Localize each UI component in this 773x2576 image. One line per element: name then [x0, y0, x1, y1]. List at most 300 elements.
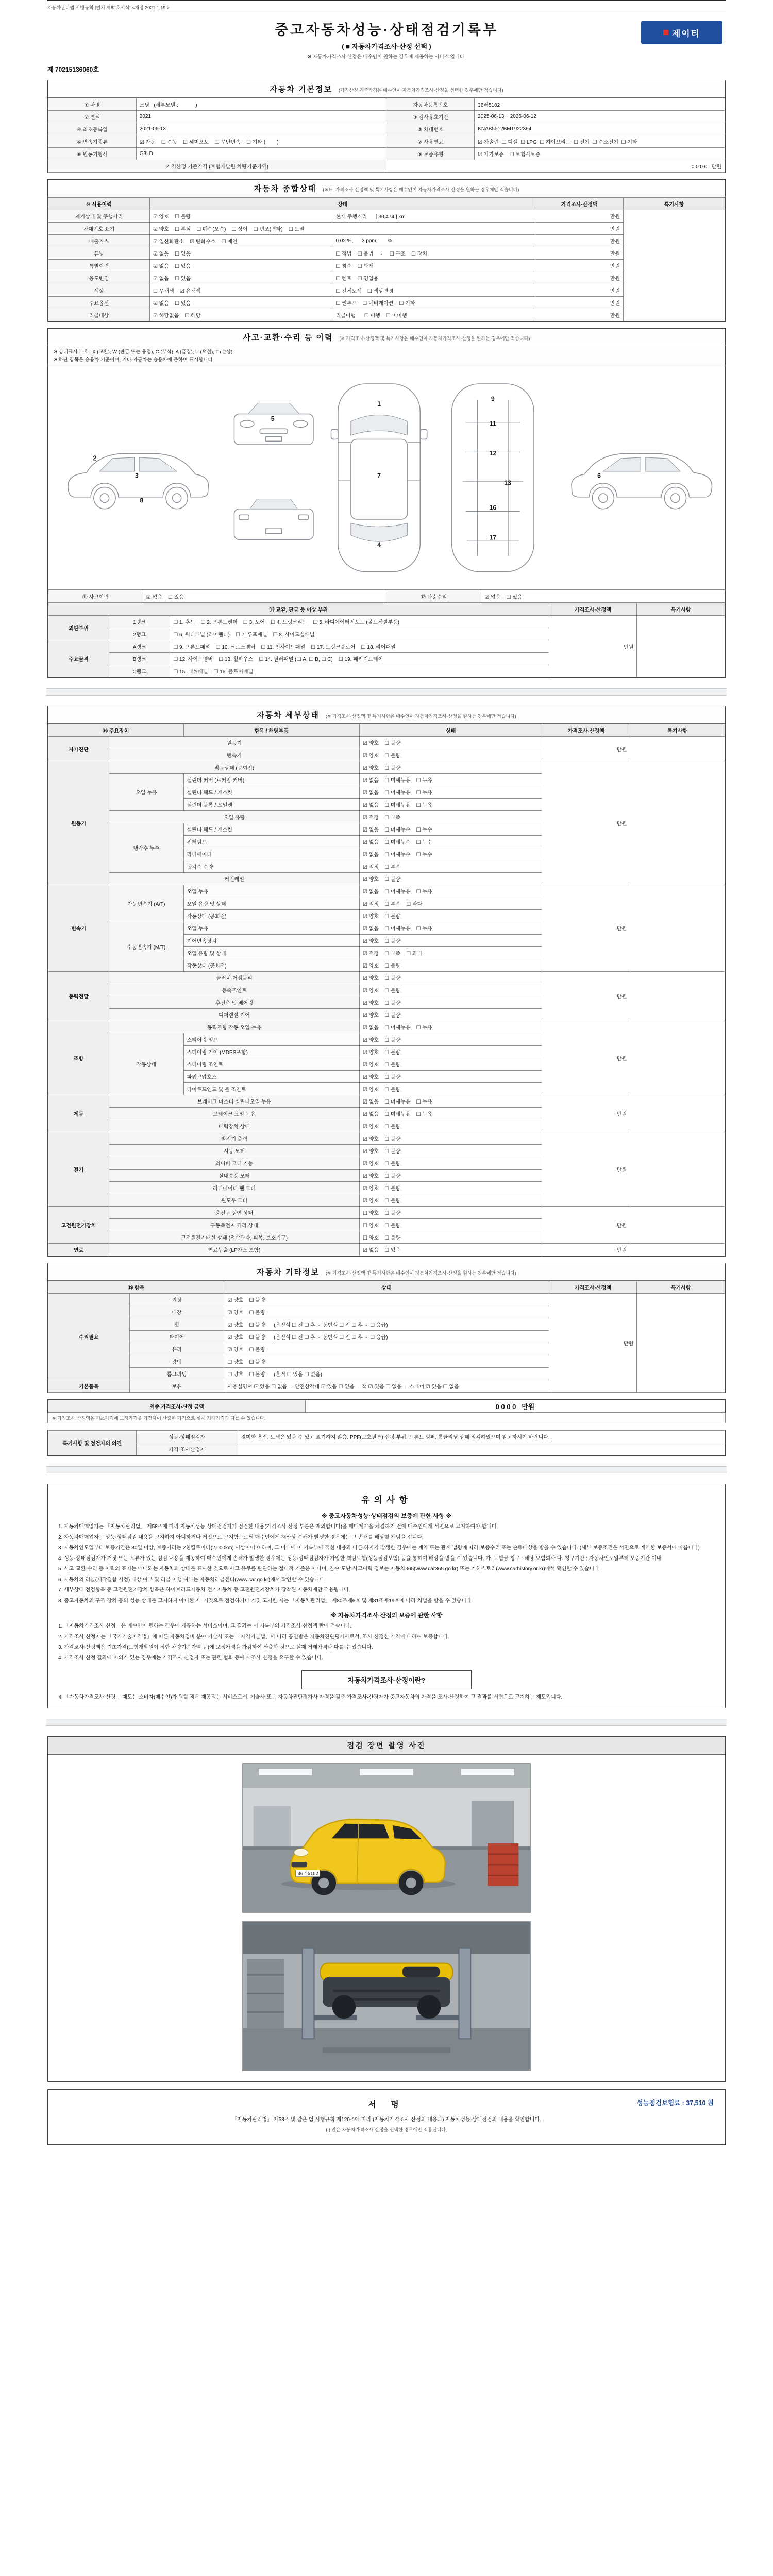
- car-side-left-view: [68, 454, 209, 509]
- table-cell: 추진축 및 베어링: [109, 996, 360, 1009]
- table-cell: 배력장치 상태: [109, 1120, 360, 1132]
- inspector-opinion-value: 경미한 흠집, 도색은 있을 수 있고 표기하지 않음. PPF(보호필름) 랩핑 부위, 프론트 범퍼, 룸클리닝 상태 점검하였으며 참고하시기 바랍니다.: [238, 1431, 725, 1443]
- document-subtitle: ( ■ 자동차가격조사·산정 선택 ): [342, 43, 431, 50]
- checkbox-cell[interactable]: ☑ 없음 ☐ 있음: [149, 272, 332, 284]
- model-year-value: 2021: [136, 111, 386, 123]
- checkbox-cell[interactable]: ☑ 적정 ☐ 부족 ☐ 과다: [359, 897, 542, 910]
- checkbox-cell[interactable]: ☐ 전체도색 ☐ 색상변경: [332, 284, 535, 297]
- checkbox-cell[interactable]: ☑ 양호 ☐ 불량: [149, 210, 332, 223]
- transmission-checkboxes[interactable]: ☑ 자동 ☐ 수동 ☐ 세미오토 ☐ 무단변속 ☐ 기타 ( ): [136, 135, 386, 148]
- opinions-table: [48, 1430, 725, 1455]
- final-price-note: ※ 가격조사·산정액은 기초가격에 보정가격을 가감하여 산출한 가격으로 실제 거래가격과 다를 수 있습니다.: [47, 1413, 726, 1423]
- table-cell: 휠: [129, 1318, 224, 1331]
- signature-title: 서 명: [368, 2100, 405, 2110]
- checkbox-cell[interactable]: ☑ 없음 ☐ 미세누유 ☐ 누유: [359, 1021, 542, 1033]
- document-subnote: ※ 자동차가격조사·산정은 매수인이 원하는 경우에 제공하는 서비스 입니다.: [307, 54, 466, 60]
- section-head-detailed: [48, 706, 725, 724]
- checkbox-cell[interactable]: ☑ 양호 ☐ 불량: [359, 761, 542, 774]
- signature-legal-note: ( ) 안은 자동차가격조사·산정을 선택한 경우에만 적용됩니다.: [326, 2127, 447, 2133]
- car-panel-number: 4: [377, 541, 381, 549]
- checkbox-cell[interactable]: ☑ 양호 ☐ 불량: [359, 984, 542, 996]
- section-comprehensive: [47, 179, 726, 322]
- table-cell: 커먼레일: [109, 873, 360, 885]
- table-cell: 특기사항 및 점검자의 의견: [48, 1431, 137, 1455]
- table-cell: 와이퍼 모터 기능: [109, 1157, 360, 1170]
- page-divider: [46, 1719, 727, 1726]
- table-cell: 라디에이터: [183, 848, 359, 860]
- logo-text: 제이티: [671, 28, 701, 39]
- table-cell: 가격조사·산정액: [542, 724, 630, 737]
- table-cell: 항목 / 해당부품: [183, 724, 359, 737]
- checkbox-cell[interactable]: ☑ 양호 ☐ 불량: [359, 1194, 542, 1207]
- table-cell: 스티어링 조인트: [183, 1058, 359, 1071]
- checkbox-cell[interactable]: ☑ 없음 ☐ 미세누수 ☐ 누수: [359, 848, 542, 860]
- checkbox-cell[interactable]: ☑ 없음 ☐ 미세누유 ☐ 누유: [359, 774, 542, 786]
- insurance-premium-label: 성능점검보험료 :: [636, 2099, 684, 2107]
- legend-symbols: ※ 상태표시 부호 : X (교환), W (판금 또는 용접), C (부식), A (흠집), U (요철), T (손상): [53, 349, 233, 355]
- checkbox-cell[interactable]: ☑ 없음 ☐ 미세누유 ☐ 누유: [359, 1095, 542, 1108]
- table-cell: 만원: [535, 247, 624, 260]
- table-cell: ⑩ 사용이력: [48, 198, 150, 210]
- page-divider: [46, 688, 727, 696]
- notice-item: 1. 자동차매매업자는 「자동차관리법」 제58조에 따라 자동차성능·상태점검자가 점검한 내용(가격조사·산정 부분은 제외합니다)을 매매계약을 체결하기 전에 매수인에게 서면으로 고지하여야 합니다.: [58, 1524, 498, 1530]
- car-panel-number: 3: [135, 472, 139, 480]
- checkbox-cell[interactable]: ☑ 일산화탄소 ☑ 탄화수소 ☐ 매연: [149, 235, 332, 247]
- checkbox-cell[interactable]: ☐ 양호 ☐ 불량: [359, 1207, 542, 1219]
- table-cell: 만원: [535, 297, 624, 309]
- inspection-photo-front: [242, 1763, 531, 1913]
- table-cell: 최종 가격조사·산정 금액: [48, 1400, 306, 1413]
- checkbox-cell[interactable]: ☑ 적정 ☐ 부족: [359, 860, 542, 873]
- checkbox-cell[interactable]: ☑ 없음 ☐ 미세누유 ☐ 누유: [359, 799, 542, 811]
- table-cell: 작동상태 (공회전): [109, 761, 360, 774]
- table-cell: [630, 1021, 725, 1095]
- table-cell: 특기사항: [637, 603, 725, 616]
- table-cell: 차대번호 표기: [48, 223, 150, 235]
- table-cell: [630, 737, 725, 761]
- table-cell: 외장: [129, 1294, 224, 1306]
- table-cell: 변속기: [48, 885, 109, 972]
- company-logo: [641, 21, 722, 44]
- checkbox-cell[interactable]: ☑ 양호 ☐ 불량: [359, 1046, 542, 1058]
- notice-item: 3. 자동차인도일부터 보증기간은 30일 이상, 보증거리는 2천킬로미터(2,000km) 이상이어야 하며, 그 이내에 이 기록부에 적힌 내용과 다른 하자가 발생한 경우에는 계약 또는 관계 법령에 따라 보증수리 또는 손해배상을 받을 수 있습니다. (세부 보증조건은 서면으로 계약한 보증서에 따릅니다): [58, 1545, 700, 1551]
- misc-info-table: [48, 1281, 725, 1393]
- table-cell: 특기사항: [637, 1281, 725, 1294]
- section-head-comprehensive: [48, 180, 725, 197]
- table-cell: 오일 누유: [183, 922, 359, 935]
- car-underbody-view: [452, 384, 534, 572]
- table-cell: 만원: [535, 272, 624, 284]
- section-title-comprehensive: 자동차 종합상태: [254, 184, 317, 193]
- basic-info-table: [48, 98, 725, 173]
- notices-section-b-title: ※ 자동차가격조사·산정의 보증에 관한 사항: [330, 1613, 443, 1619]
- checkbox-cell[interactable]: ☑ 양호 ☐ 불량: [224, 1343, 549, 1355]
- legend-note: ※ 하단 항목은 승용차 기준이며, 기타 자동차는 승용차에 준하여 표시합니다.: [53, 357, 214, 363]
- checkbox-cell[interactable]: ☐ 썬루프 ☐ 네비게이션 ☐ 기타: [332, 297, 535, 309]
- table-cell: 연료누출 (LP가스 포함): [109, 1244, 360, 1256]
- table-cell: ④ 최초등록일: [48, 123, 137, 135]
- table-cell: 실린더 헤드 / 개스킷: [183, 786, 359, 799]
- table-cell: 구동축전지 격리 상태: [109, 1219, 360, 1231]
- car-diagram-svg: [55, 371, 718, 584]
- car-panel-number: 6: [597, 472, 601, 480]
- car-rear-view: [234, 499, 313, 540]
- checkbox-cell[interactable]: ☐ 렌트 ☐ 영업용: [332, 272, 535, 284]
- section-head-accident: [48, 329, 725, 346]
- table-cell: [630, 761, 725, 885]
- notice-item: 8. 중고자동차의 구조·장치 등의 성능·상태를 고지하지 아니한 자, 거짓으로 점검하거나 거짓 고지한 자는 「자동차관리법」 제80조제6호 및 제81조제19호에 따라 처벌을 받을 수 있습니다.: [58, 1598, 473, 1604]
- table-cell: 브레이크 마스터 실린더오일 누유: [109, 1095, 360, 1108]
- checkbox-cell[interactable]: ☑ 양호 ☐ 불량: [359, 749, 542, 761]
- table-cell: 리콜대상: [48, 309, 150, 321]
- section-title-detailed: 자동차 세부상태: [257, 711, 320, 720]
- table-cell: 클러치 어셈블리: [109, 972, 360, 984]
- table-cell: 제동: [48, 1095, 109, 1132]
- checkbox-cell[interactable]: ☐ 15. 대쉬패널 ☐ 16. 플로어패널: [170, 665, 549, 677]
- mileage-value: 현재 주행거리 [ 30,474 ] km: [332, 210, 535, 223]
- table-cell: ② 연식: [48, 111, 137, 123]
- notice-item: 5. 사고·교환·수리 등 이력의 표기는 매매되는 자동차의 상태를 표시한 것으로 사고 유무를 판단하는 절대적 기준은 아니며, 침수·도난·사고이력 정보는 자동차365(www.car365.go.kr) 또는 카히스토리(www.carhistory.or.kr)에서 확인할 수 있습니다.: [58, 1566, 601, 1572]
- table-cell: 계기상태 및 주행거리: [48, 210, 150, 223]
- section-photos: [47, 1736, 726, 2082]
- inspection-photo-lift: [242, 1921, 531, 2071]
- table-cell: 작동상태: [109, 1033, 183, 1095]
- table-cell: 만원: [535, 210, 624, 223]
- checkbox-cell[interactable]: ☑ 양호 ☐ 불량: [359, 1033, 542, 1046]
- car-panel-number: 16: [489, 504, 497, 512]
- checkbox-cell[interactable]: ☑ 양호 ☐ 불량: [359, 1170, 542, 1182]
- notices-list-b: [58, 1622, 715, 1662]
- checkbox-cell[interactable]: ☑ 양호 ☐ 부식 ☐ 훼손(오손) ☐ 상이 ☐ 변조(변타) ☐ 도말: [149, 223, 535, 235]
- table-cell: 오일 유량 및 상태: [183, 897, 359, 910]
- photos-title: 점검 장면 촬영 사진: [48, 1737, 725, 1755]
- table-cell: 상태: [149, 198, 535, 210]
- table-cell: 시동 모터: [109, 1145, 360, 1157]
- table-cell: 배출가스: [48, 235, 150, 247]
- table-cell: 충전구 절연 상태: [109, 1207, 360, 1219]
- checkbox-cell[interactable]: ☑ 양호 ☐ 불량: [359, 1009, 542, 1021]
- checkbox-cell[interactable]: ☐ 양호 ☐ 불량: [359, 1231, 542, 1244]
- section-note-detailed: (※ 가격조사·산정액 및 특기사항은 매수인이 자동차가격조사·산정을 원하는 경우에만 적습니다): [325, 714, 516, 719]
- section-note-misc: (※ 가격조사·산정액 및 특기사항은 매수인이 자동차가격조사·산정을 원하는 경우에만 적습니다): [325, 1270, 516, 1276]
- checkbox-cell[interactable]: 사용설명서 ☑ 있음 ☐ 없음 · 안전삼각대 ☑ 있음 ☐ 없음 · 잭 ☑ 있음 ☐ 없음 · 스패너 ☑ 있음 ☐ 없음: [224, 1380, 549, 1393]
- checkbox-cell[interactable]: ☑ 양호 ☐ 불량 (운전석 ☐ 전 ☐ 후 · 동반석 ☐ 전 ☐ 후 · ☐ 응급): [224, 1331, 549, 1343]
- detailed-condition-table: [48, 724, 725, 1256]
- table-cell: 동력조향 작동 오일 누유: [109, 1021, 360, 1033]
- document-number: 제 70215136060호: [47, 66, 99, 73]
- table-cell: 광택: [129, 1355, 224, 1368]
- checkbox-cell[interactable]: ☑ 양호 ☐ 불량: [359, 1120, 542, 1132]
- checkbox-cell[interactable]: ☑ 없음 ☐ 미세누수 ☐ 누수: [359, 823, 542, 836]
- checkbox-cell[interactable]: ☑ 양호 ☐ 불량: [224, 1306, 549, 1318]
- checkbox-cell[interactable]: ☑ 양호 ☐ 불량: [359, 1071, 542, 1083]
- table-cell: B랭크: [109, 653, 170, 665]
- price-survey-info-box: [301, 1670, 472, 1689]
- car-panel-number: 7: [377, 472, 381, 480]
- checkbox-cell[interactable]: ☐ 1. 후드 ☐ 2. 프론트펜더 ☐ 3. 도어 ☐ 4. 트렁크리드 ☐ 5. 라디에이터서포트 (볼트체결부품): [170, 616, 549, 628]
- table-cell: 2랭크: [109, 628, 170, 640]
- table-cell: 외판부위: [48, 616, 109, 640]
- table-cell: 라디에이터 팬 모터: [109, 1182, 360, 1194]
- checkbox-cell[interactable]: ☑ 양호 ☐ 불량: [359, 1182, 542, 1194]
- table-cell: A랭크: [109, 640, 170, 653]
- table-cell: 워터펌프: [183, 836, 359, 848]
- checkbox-cell[interactable]: ☑ 없음 ☐ 있음: [149, 260, 332, 272]
- table-cell: 만원: [542, 737, 630, 761]
- table-cell: 만원: [542, 1021, 630, 1095]
- table-cell: 가격조사·산정액: [549, 1281, 637, 1294]
- table-cell: 특기사항: [624, 198, 725, 210]
- section-signature: [47, 2089, 726, 2144]
- notice-item: 4. 성능·상태점검자가 거짓 또는 오류가 있는 점검 내용을 제공하여 매수인에게 손해가 발생한 경우에는 성능·상태점검자가 가입한 책임보험(성능점검보험) 등을 통하여 배상을 받을 수 있습니다. 가. 보험금 청구 : 해당 보험회사 나. 청구기간 : 자동차인도일부터 보증기간 이내: [58, 1555, 662, 1562]
- section-title-basic: 자동차 기본정보: [270, 85, 332, 94]
- table-cell: ⑦ 사용연료: [386, 135, 475, 148]
- table-cell: 발전기 출력: [109, 1132, 360, 1145]
- table-cell: 성능·상태점검자: [136, 1431, 238, 1443]
- table-cell: 내장: [129, 1306, 224, 1318]
- notice-item: 2. 자동차매매업자는 성능·상태점검 내용을 고지하지 아니하거나 거짓으로 고지함으로써 매수인에게 재산상 손해가 발생한 경우에는 그 손해를 배상할 책임을 집니다.: [58, 1534, 424, 1540]
- table-cell: [637, 1294, 725, 1393]
- notice-item: 4. 가격조사·산정 결과에 이의가 있는 경우에는 가격조사·산정자 또는 관련 협회 등에 재조사·산정을 요구할 수 있습니다.: [58, 1655, 324, 1661]
- table-cell: [630, 885, 725, 972]
- checkbox-cell[interactable]: ☑ 양호 ☐ 불량: [359, 910, 542, 922]
- table-cell: ⑮ 항목: [48, 1281, 224, 1294]
- price-survey-info-box-title: 자동차가격조사·산정이란?: [347, 1676, 426, 1685]
- table-cell: 작동상태 (공회전): [183, 959, 359, 972]
- table-cell: 실린더 블록 / 오일팬: [183, 799, 359, 811]
- table-cell: 주요골격: [48, 640, 109, 677]
- section-detailed-condition: [47, 706, 726, 1257]
- checkbox-cell[interactable]: ☑ 양호 ☐ 불량: [224, 1294, 549, 1306]
- table-cell: 조향: [48, 1021, 109, 1095]
- checkbox-cell[interactable]: ☑ 양호 ☐ 불량: [359, 959, 542, 972]
- table-cell: 만원: [542, 885, 630, 972]
- table-cell: 만원: [535, 235, 624, 247]
- table-cell: 스티어링 기어 (MDPS포함): [183, 1046, 359, 1058]
- section-title-accident: 사고·교환·수리 등 이력: [243, 333, 333, 342]
- checkbox-cell[interactable]: ☑ 없음 ☐ 미세누유 ☐ 누유: [359, 922, 542, 935]
- checkbox-cell[interactable]: ☑ 없음 ☐ 미세누유 ☐ 누유: [359, 786, 542, 799]
- checkbox-cell[interactable]: ☐ 무채색 ☑ 유채색: [149, 284, 332, 297]
- table-cell: ⑪ 사고이력: [48, 590, 143, 603]
- checkbox-cell[interactable]: ☑ 적정 ☐ 부족: [359, 811, 542, 823]
- license-plate-text: 36러5102: [297, 1871, 318, 1876]
- table-cell: 주요옵션: [48, 297, 150, 309]
- table-cell: ⑬ 교환, 판금 등 이상 부위: [48, 603, 549, 616]
- checkbox-cell[interactable]: ☐ 양호 ☐ 불량: [359, 1219, 542, 1231]
- table-cell: 가격조사·산정액: [549, 603, 637, 616]
- final-price-value: 0 0 0 0 만원: [305, 1400, 725, 1413]
- price-survey-info-text: ※ 「자동차가격조사·산정」 제도는 소비자(매수인)가 원할 경우 제공되는 서비스로서, 기술사 또는 자동차진단평가사 자격을 갖춘 가격조사·산정자가 중고자동차의 가격을 조사·산정하여 그 결과를 서면으로 고지하는 제도입니다.: [58, 1694, 563, 1701]
- table-cell: 튜닝: [48, 247, 150, 260]
- table-cell: 상태: [359, 724, 542, 737]
- inspection-period-value: 2025-06-13 ~ 2026-06-12: [475, 111, 725, 123]
- checkbox-cell[interactable]: ☑ 양호 ☐ 불량: [359, 873, 542, 885]
- notice-item: 7. 세부상태 점검항목 중 고전원전기장치 항목은 하이브리드자동차·전기자동차 등 고전원전기장치가 장착된 자동차에만 적용됩니다.: [58, 1587, 350, 1594]
- form-reference: 자동차관리법 시행규칙 [별지 제82호서식] <개정 2021.1.19.>: [47, 3, 726, 12]
- table-cell: 색상: [48, 284, 150, 297]
- table-cell: 용도변경: [48, 272, 150, 284]
- table-cell: 가격산정 기준가격 (보험개발원 차량기준가액): [48, 160, 386, 173]
- checkbox-cell[interactable]: ☑ 양호 ☐ 불량 (운전석 ☐ 전 ☐ 후 · 동반석 ☐ 전 ☐ 후 · ☐ 응급): [224, 1318, 549, 1331]
- table-cell: 유리: [129, 1343, 224, 1355]
- checkbox-cell[interactable]: ☐ 12. 사이드멤버 ☐ 13. 휠하우스 ☐ 14. 필러패널 (☐ A, ☐ B, ☐ C) ☐ 19. 패키지트레이: [170, 653, 549, 665]
- table-cell: 룸크리닝: [129, 1368, 224, 1380]
- table-cell: 만원: [535, 309, 624, 321]
- checkbox-cell[interactable]: ☑ 양호 ☐ 불량: [359, 737, 542, 749]
- car-panel-number: 5: [271, 415, 275, 423]
- section-head-misc: [48, 1263, 725, 1281]
- table-cell: 만원: [542, 1207, 630, 1244]
- section-title-misc: 자동차 기타정보: [257, 1268, 320, 1277]
- table-cell: 원동기: [48, 761, 109, 885]
- photos-body: [48, 1755, 725, 2082]
- document-header: [47, 12, 726, 61]
- table-cell: ⑥ 변속기종류: [48, 135, 137, 148]
- checkbox-cell[interactable]: ☑ 양호 ☐ 불량: [359, 1058, 542, 1071]
- table-cell: 만원: [542, 1132, 630, 1207]
- accident-parts-table: [48, 603, 725, 677]
- checkbox-cell[interactable]: ☑ 없음 ☐ 있음: [359, 1244, 542, 1256]
- table-cell: 특기사항: [630, 724, 725, 737]
- table-cell: 고전원전기배선 상태 (접속단자, 피복, 보호기구): [109, 1231, 360, 1244]
- checkbox-cell[interactable]: ☑ 없음 ☐ 미세누유 ☐ 누유: [359, 885, 542, 897]
- registration-number-value: 36러5102: [475, 98, 725, 111]
- table-cell: 자가진단: [48, 737, 109, 761]
- table-cell: 파워고압호스: [183, 1071, 359, 1083]
- table-cell: 보유: [129, 1380, 224, 1393]
- table-cell: 냉각수 수량: [183, 860, 359, 873]
- table-cell: ⑧ 원동기형식: [48, 148, 137, 160]
- page-divider: [46, 1466, 727, 1473]
- table-cell: 오일 누유: [183, 885, 359, 897]
- car-panel-number: 1: [377, 400, 381, 408]
- base-price-value: 0 0 0 0 만원: [386, 160, 725, 173]
- table-cell: 가격조사·산정액: [535, 198, 624, 210]
- table-cell: 윈도우 모터: [109, 1194, 360, 1207]
- section-head-basic: [48, 80, 725, 98]
- table-cell: 만원: [542, 972, 630, 1021]
- table-cell: 디퍼렌셜 기어: [109, 1009, 360, 1021]
- car-panel-number: 17: [489, 534, 497, 541]
- table-cell: [624, 210, 725, 321]
- table-cell: C랭크: [109, 665, 170, 677]
- table-cell: [637, 616, 725, 677]
- checkbox-cell[interactable]: ☑ 양호 ☐ 불량: [359, 1157, 542, 1170]
- section-misc-info: [47, 1263, 726, 1393]
- checkbox-cell[interactable]: ☑ 없음 ☐ 미세누유 ☐ 누유: [359, 1108, 542, 1120]
- table-cell: 1랭크: [109, 616, 170, 628]
- checkbox-cell[interactable]: ☑ 양호 ☐ 불량: [359, 996, 542, 1009]
- table-cell: 실린더 커버 (로커암 커버): [183, 774, 359, 786]
- checkbox-cell[interactable]: ☑ 해당없음 ☐ 해당: [149, 309, 332, 321]
- engine-type-value: G3LD: [136, 148, 386, 160]
- table-cell: 자동변속기 (A/T): [109, 885, 183, 922]
- checkbox-cell[interactable]: ☑ 양호 ☐ 불량: [359, 1132, 542, 1145]
- table-cell: 기어변속장치: [183, 935, 359, 947]
- checkbox-cell[interactable]: ☐ 적법 ☐ 불법 · ☐ 구조 ☐ 장치: [332, 247, 535, 260]
- warranty-type-checkboxes[interactable]: ☑ 자가보증 ☐ 보험사보증: [475, 148, 725, 160]
- table-cell: 타이어: [129, 1331, 224, 1343]
- checkbox-cell[interactable]: ☑ 양호 ☐ 불량: [359, 1145, 542, 1157]
- table-cell: 자동차등록번호: [386, 98, 475, 111]
- table-cell: 만원: [535, 223, 624, 235]
- table-cell: 만원: [535, 284, 624, 297]
- vehicle-name-value: 모닝 (세부모델 : ): [136, 98, 386, 111]
- checkbox-cell[interactable]: ☑ 없음 ☐ 있음: [149, 247, 332, 260]
- table-cell: ① 차명: [48, 98, 137, 111]
- table-cell: 오일 누유: [109, 774, 183, 811]
- car-panel-number: 13: [504, 480, 512, 487]
- checkbox-cell[interactable]: 리콜이행 ☐ 이행 ☐ 미이행: [332, 309, 535, 321]
- checkbox-cell[interactable]: ☑ 없음 ☐ 미세누수 ☐ 누수: [359, 836, 542, 848]
- table-cell: 고전원전기장치: [48, 1207, 109, 1244]
- notice-item: 6. 자동차의 리콜(제작결함 시정) 대상 여부 및 리콜 이행 여부는 자동차리콜센터(www.car.go.kr)에서 확인할 수 있습니다.: [58, 1577, 326, 1583]
- table-cell: 상태: [224, 1281, 549, 1294]
- table-cell: 만원: [535, 260, 624, 272]
- table-cell: 원동기: [109, 737, 360, 749]
- table-cell: 만원: [549, 616, 637, 677]
- accident-history-checkboxes[interactable]: ☑ 없음 ☐ 있음: [143, 590, 386, 603]
- checkbox-cell[interactable]: ☑ 양호 ☐ 불량: [359, 1083, 542, 1095]
- car-panel-number: 8: [140, 497, 144, 504]
- table-cell: 오일 유량 및 상태: [183, 947, 359, 959]
- table-cell: ⑤ 차대번호: [386, 123, 475, 135]
- table-cell: 스티어링 펌프: [183, 1033, 359, 1046]
- emission-values: 0.02 %, 3 ppm, %: [332, 235, 535, 247]
- photo-lift-svg: [243, 1922, 530, 2071]
- checkbox-cell[interactable]: ☑ 양호 ☐ 불량: [359, 972, 542, 984]
- table-cell: 수동변속기 (M/T): [109, 922, 183, 972]
- table-cell: 냉각수 누수: [109, 823, 183, 873]
- checkbox-cell[interactable]: ☐ 침수 ☐ 화재: [332, 260, 535, 272]
- table-cell: 오일 유량: [109, 811, 360, 823]
- table-cell: 전기: [48, 1132, 109, 1207]
- section-basic-info: [47, 80, 726, 173]
- table-cell: 실린더 헤드 / 개스킷: [183, 823, 359, 836]
- table-cell: [630, 972, 725, 1021]
- notices-section-a-title: ※ 중고자동차성능·상태점검의 보증에 관한 사항 ※: [321, 1513, 452, 1520]
- insurance-premium: [637, 2098, 714, 2107]
- notices-title: 유의사항: [361, 1495, 412, 1505]
- table-cell: 만원: [542, 1095, 630, 1132]
- fuel-checkboxes[interactable]: ☑ 가솔린 ☐ 디젤 ☐ LPG ☐ 하이브리드 ☐ 전기 ☐ 수소전기 ☐ 기타: [475, 135, 725, 148]
- comprehensive-table: [48, 197, 725, 321]
- checkbox-cell[interactable]: ☐ 9. 프론트패널 ☐ 10. 크로스멤버 ☐ 11. 인사이드패널 ☐ 17. 트렁크플로어 ☐ 18. 리어패널: [170, 640, 549, 653]
- car-panel-number: 11: [489, 420, 496, 428]
- section-notices: [47, 1484, 726, 1708]
- car-diagram: [48, 366, 725, 590]
- checkbox-cell[interactable]: ☐ 양호 ☐ 불량 (흔적 ☐ 있음 ☐ 없음): [224, 1368, 549, 1380]
- checkbox-cell[interactable]: ☑ 양호 ☐ 불량: [359, 935, 542, 947]
- simple-repair-checkboxes[interactable]: ☑ 없음 ☐ 있음: [481, 590, 725, 603]
- checkbox-cell[interactable]: ☐ 양호 ☐ 불량: [224, 1355, 549, 1368]
- checkbox-cell[interactable]: ☐ 6. 쿼터패널 (리어펜더) ☐ 7. 루프패널 ☐ 8. 사이드실패널: [170, 628, 549, 640]
- notices-list-a: [58, 1523, 715, 1605]
- table-cell: 변속기: [109, 749, 360, 761]
- table-cell: 브레이크 오일 누유: [109, 1108, 360, 1120]
- insurance-premium-value: 37,510 원: [686, 2099, 714, 2107]
- checkbox-cell[interactable]: ☑ 없음 ☐ 있음: [149, 297, 332, 309]
- car-side-right-view: [572, 454, 712, 509]
- car-front-view: [234, 403, 313, 445]
- section-accident-history: [47, 328, 726, 678]
- section-opinions: [47, 1430, 726, 1456]
- car-panel-number: 2: [93, 455, 97, 463]
- checkbox-cell[interactable]: ☑ 적정 ☐ 부족 ☐ 과다: [359, 947, 542, 959]
- table-cell: 만원: [542, 761, 630, 885]
- table-cell: 타이로드엔드 및 볼 조인트: [183, 1083, 359, 1095]
